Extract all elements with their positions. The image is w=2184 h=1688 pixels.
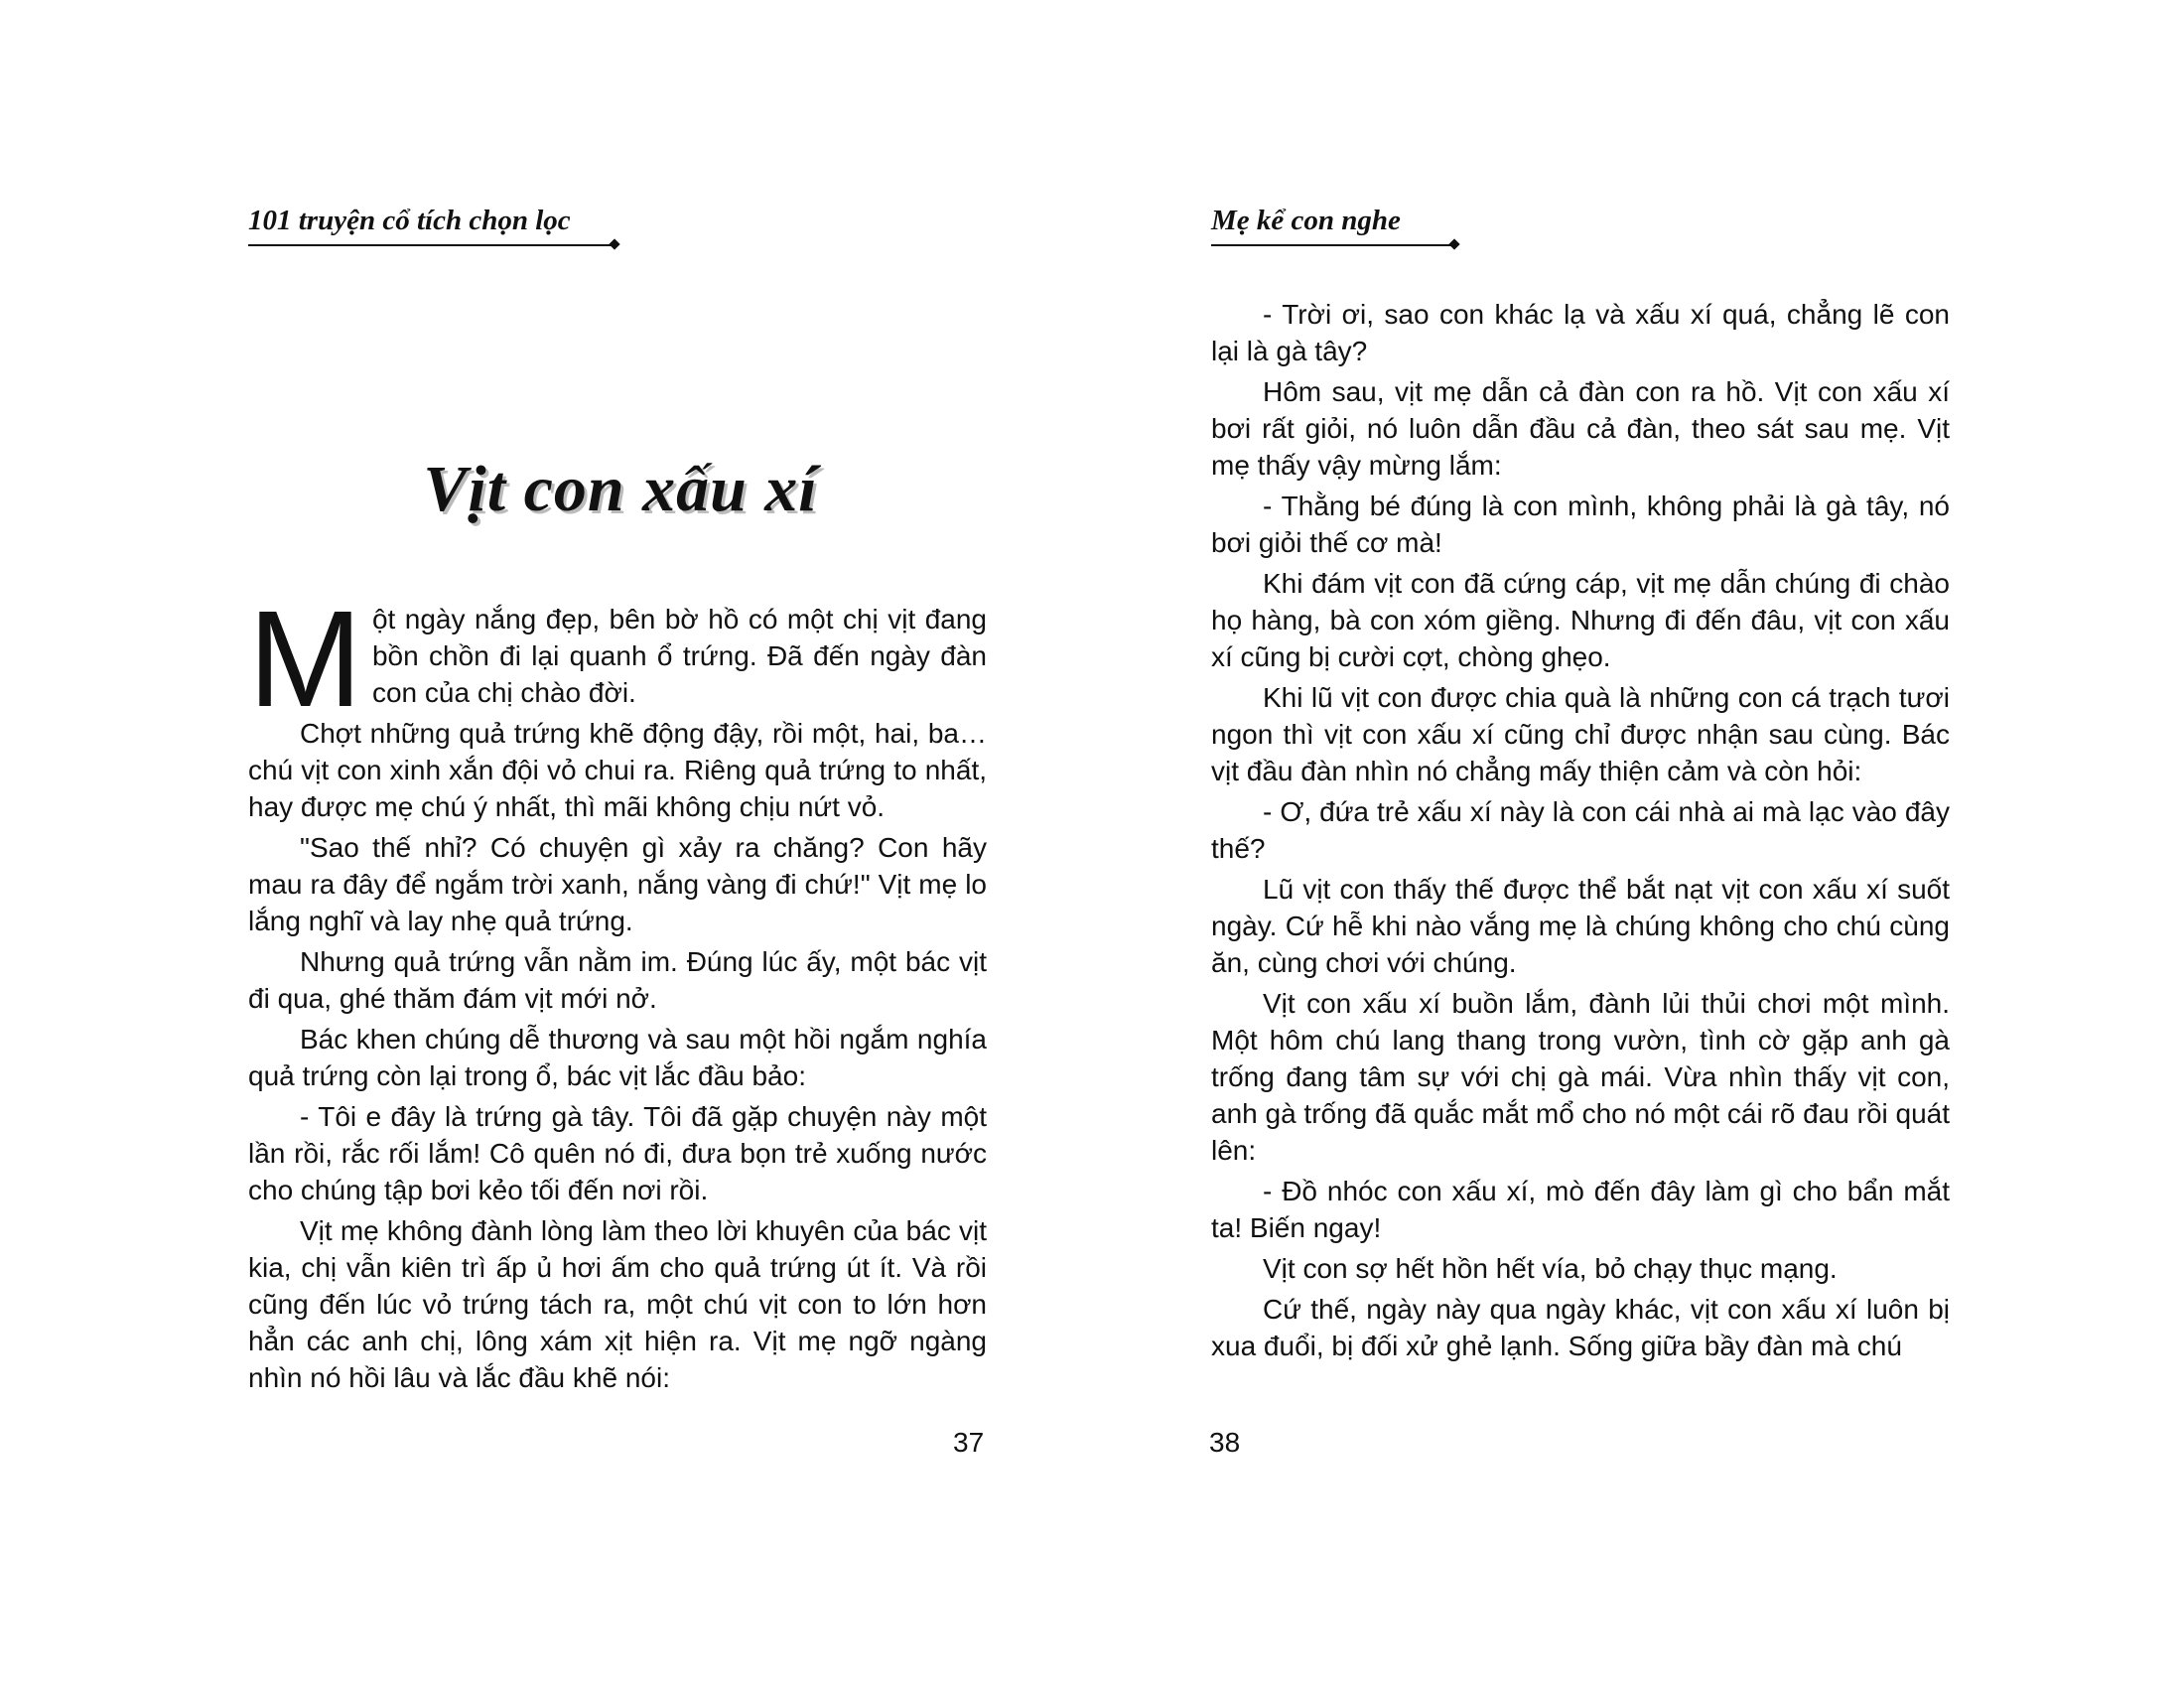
paragraph: - Đồ nhóc con xấu xí, mò đến đây làm gì cho bẩn mắt ta! Biến ngay! — [1211, 1176, 1950, 1243]
left-header-ornament — [609, 238, 619, 249]
paragraph: - Thằng bé đúng là con mình, không phải là gà tây, nó bơi giỏi thế cơ mà! — [1211, 491, 1950, 558]
paragraph: Lũ vịt con thấy thế được thể bắt nạt vịt con xấu xí suốt ngày. Cứ hễ khi nào vắng mẹ là chúng không cho chú cùng ăn, cùng chơi với chúng. — [1211, 874, 1950, 978]
paragraph: Khi lũ vịt con được chia quà là những con cá trạch tươi ngon thì vịt con xấu xí cũng chỉ được nhận sau cùng. Bác vịt đầu đàn nhìn nó chẳng mấy thiện cảm và còn hỏi: — [1211, 682, 1950, 786]
first-paragraph — [248, 583, 987, 736]
drop-cap: M — [248, 583, 362, 736]
paragraph: Khi đám vịt con đã cứng cáp, vịt mẹ dẫn chúng đi chào họ hàng, bà con xóm giềng. Nhưng đi đến đâu, vịt con xấu xí cũng bị cười cợt, chòng ghẹo. — [1211, 568, 1950, 672]
left-running-header: 101 truyện cổ tích chọn lọc — [248, 205, 571, 236]
right-running-header: Mẹ kể con nghe — [1211, 205, 1401, 236]
right-header-rule — [1211, 244, 1457, 246]
paragraph: Nhưng quả trứng vẫn nằm im. Đúng lúc ấy, một bác vịt đi qua, ghé thăm đám vịt mới nở. — [248, 946, 987, 1014]
paragraph: Bác khen chúng dễ thương và sau một hồi ngắm nghía quả trứng còn lại trong ổ, bác vịt lắc đầu bảo: — [248, 1024, 987, 1091]
left-page-number: 37 — [953, 1427, 985, 1458]
paragraph: Vịt con xấu xí buồn lắm, đành lủi thủi chơi một mình. Một hôm chú lang thang trong vườn, tình cờ gặp anh gà trống đang tâm sự với chị gà mái. Vừa nhìn thấy vịt con, anh gà trống đã quắc mắt mổ cho nó một cái rõ đau rồi quát lên: — [1211, 988, 1951, 1166]
left-header-rule — [248, 244, 617, 246]
paragraph: "Sao thế nhỉ? Có chuyện gì xảy ra chăng? Con hãy mau ra đây để ngắm trời xanh, nắng vàng đi chứ!" Vịt mẹ lo lắng nghĩ và lay nhẹ quả trứng. — [248, 832, 987, 936]
paragraph: Cứ thế, ngày này qua ngày khác, vịt con xấu xí luôn bị xua đuổi, bị đối xử ghẻ lạnh. Sống giữa bầy đàn mà chú — [1211, 1294, 1950, 1361]
paragraph: Vịt mẹ không đành lòng làm theo lời khuyên của bác vịt kia, chị vẫn kiên trì ấp ủ hơi ấm cho quả trứng út ít. Và rồi cũng đến lúc vỏ trứng tách ra, một chú vịt con to lớn hơn hẳn các anh chị, lông xám xịt hiện ra. Vịt mẹ ngỡ ngàng nhìn nó hồi lâu và lắc đầu khẽ nói: — [248, 1215, 987, 1393]
story-title: Vịt con xấu xí — [423, 453, 818, 525]
first-paragraph-text: ột ngày nắng đẹp, bên bờ hồ có một chị vịt đang bồn chồn đi lại quanh ổ trứng. Đã đến ngày đàn con của chị chào đời. — [371, 604, 987, 708]
right-header-ornament — [1448, 238, 1459, 249]
paragraph: Hôm sau, vịt mẹ dẫn cả đàn con ra hồ. Vịt con xấu xí bơi rất giỏi, nó luôn dẫn đầu cả đàn, theo sát sau mẹ. Vịt mẹ thấy vậy mừng lắm: — [1211, 376, 1950, 481]
paragraph: - Trời ơi, sao con khác lạ và xấu xí quá, chẳng lẽ con lại là gà tây? — [1211, 299, 1950, 366]
paragraph: Chợt những quả trứng khẽ động đậy, rồi một, hai, ba… chú vịt con xinh xắn đội vỏ chui ra. Riêng quả trứng to nhất, hay được mẹ chú ý nhất, thì mãi không chịu nứt vỏ. — [248, 718, 987, 822]
right-page-number: 38 — [1209, 1427, 1241, 1458]
left-page-body — [248, 583, 987, 1400]
paragraph: - Ơ, đứa trẻ xấu xí này là con cái nhà ai mà lạc vào đây thế? — [1211, 796, 1950, 864]
paragraph: - Tôi e đây là trứng gà tây. Tôi đã gặp chuyện này một lần rồi, rắc rối lắm! Cô quên nó đi, đưa bọn trẻ xuống nước cho chúng tập bơi kẻo tối đến nơi rồi. — [248, 1101, 987, 1205]
right-page-body — [1211, 296, 1950, 1368]
paragraph: Vịt con sợ hết hồn hết vía, bỏ chạy thục mạng. — [1263, 1253, 1838, 1284]
